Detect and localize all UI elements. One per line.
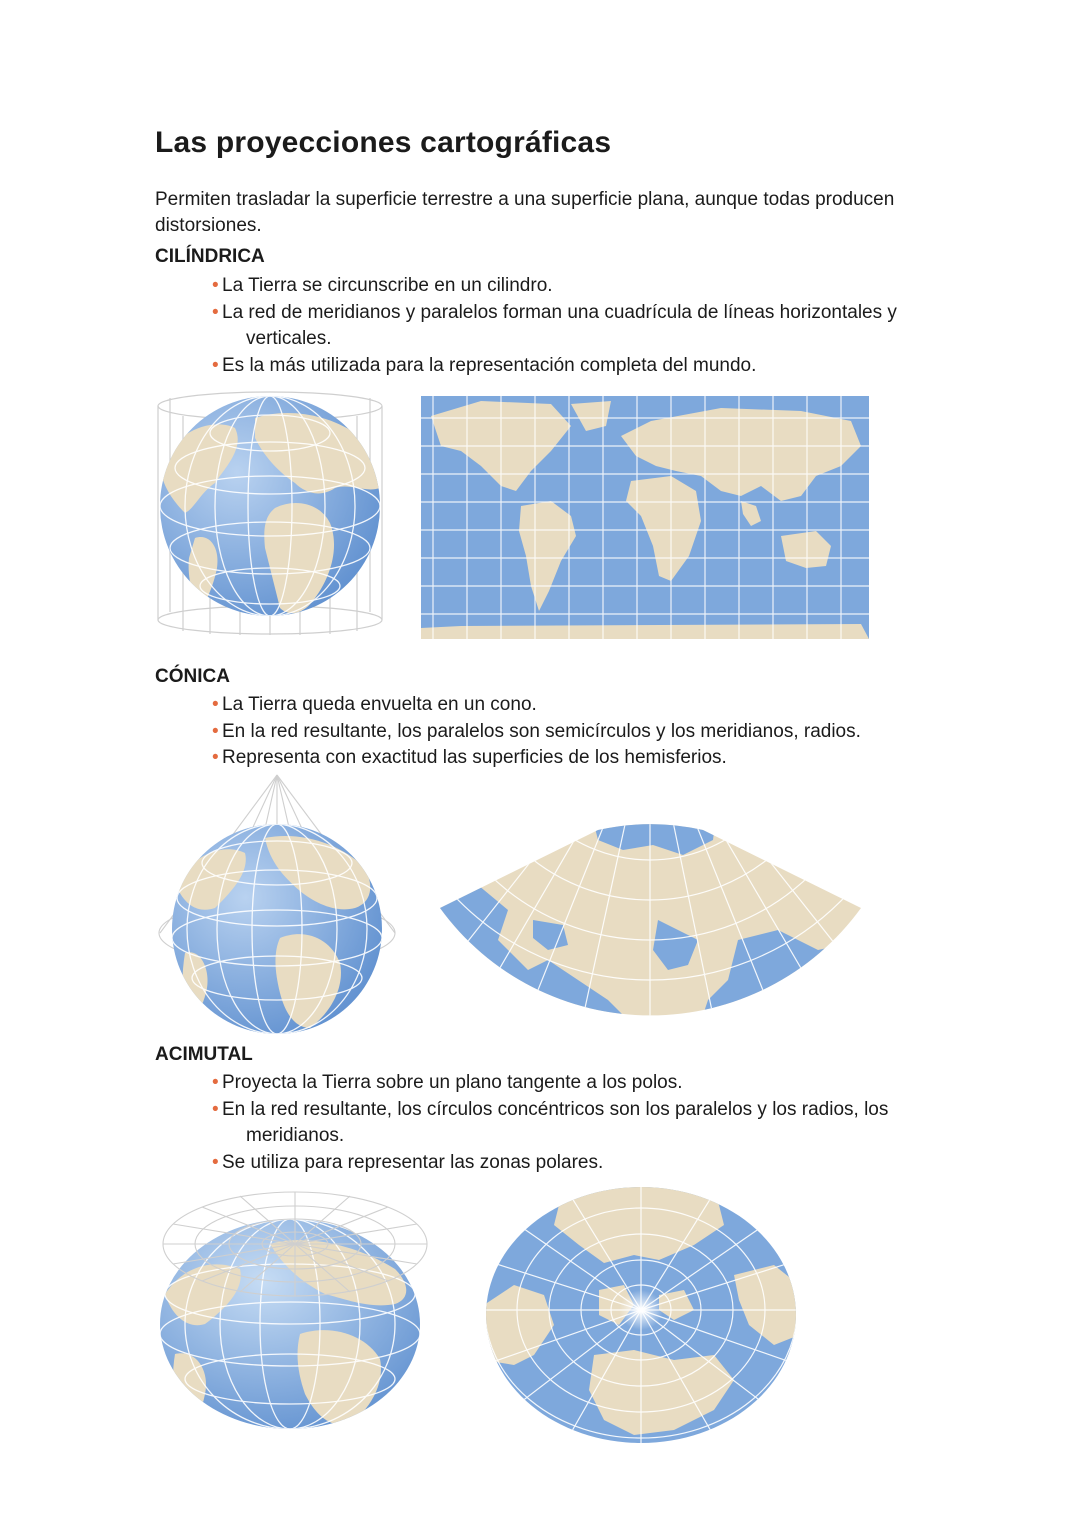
cone-globe-illustration <box>155 773 400 1035</box>
bullet-icon: • <box>212 301 219 323</box>
bullet-icon: • <box>212 1072 219 1093</box>
bullet-list-cilindrica <box>212 273 952 379</box>
bullet-icon: • <box>212 354 219 376</box>
bullet-list-acimutal <box>212 1070 952 1176</box>
page-title: Las proyecciones cartográficas <box>155 126 612 159</box>
list-item: • Es la más utilizada para la representación completa del mundo. <box>212 353 952 380</box>
list-item: • En la red resultante, los círculos concéntricos son los paralelos y los radios, los meridianos. <box>212 1098 889 1146</box>
intro-paragraph: Permiten trasladar la superficie terrestre a una superficie plana, aunque todas producen distorsiones. <box>155 189 895 236</box>
bullet-icon: • <box>212 275 219 296</box>
list-item: • Proyecta la Tierra sobre un plano tangente a los polos. <box>212 1070 952 1097</box>
bullet-icon: • <box>212 720 219 742</box>
plane-globe-illustration <box>155 1184 435 1434</box>
section-heading-conica: CÓNICA <box>155 666 230 687</box>
bullet-icon: • <box>212 1098 219 1120</box>
list-item: • La red de meridianos y paralelos forman una cuadrícula de líneas horizontales y verticales. <box>212 301 897 349</box>
bullet-icon: • <box>212 1151 219 1173</box>
list-item: • Representa con exactitud las superficies de los hemisferios. <box>212 745 952 772</box>
bullet-icon: • <box>212 694 219 715</box>
list-item: • La Tierra se circunscribe en un cilindro. <box>212 273 952 300</box>
section-heading-cilindrica: CILÍNDRICA <box>155 246 265 267</box>
azimuthal-projection-map <box>484 1185 799 1445</box>
conic-projection-map <box>438 800 863 1030</box>
bullet-list-conica <box>212 692 952 772</box>
cylindrical-projection-map <box>421 396 869 639</box>
list-item: • En la red resultante, los paralelos son semicírculos y los meridianos, radios. <box>212 719 952 746</box>
list-item: • La Tierra queda envuelta en un cono. <box>212 692 952 719</box>
list-item: • Se utiliza para representar las zonas polares. <box>212 1150 952 1177</box>
bullet-icon: • <box>212 747 219 768</box>
cylinder-globe-illustration <box>155 388 385 646</box>
section-heading-acimutal: ACIMUTAL <box>155 1044 253 1065</box>
